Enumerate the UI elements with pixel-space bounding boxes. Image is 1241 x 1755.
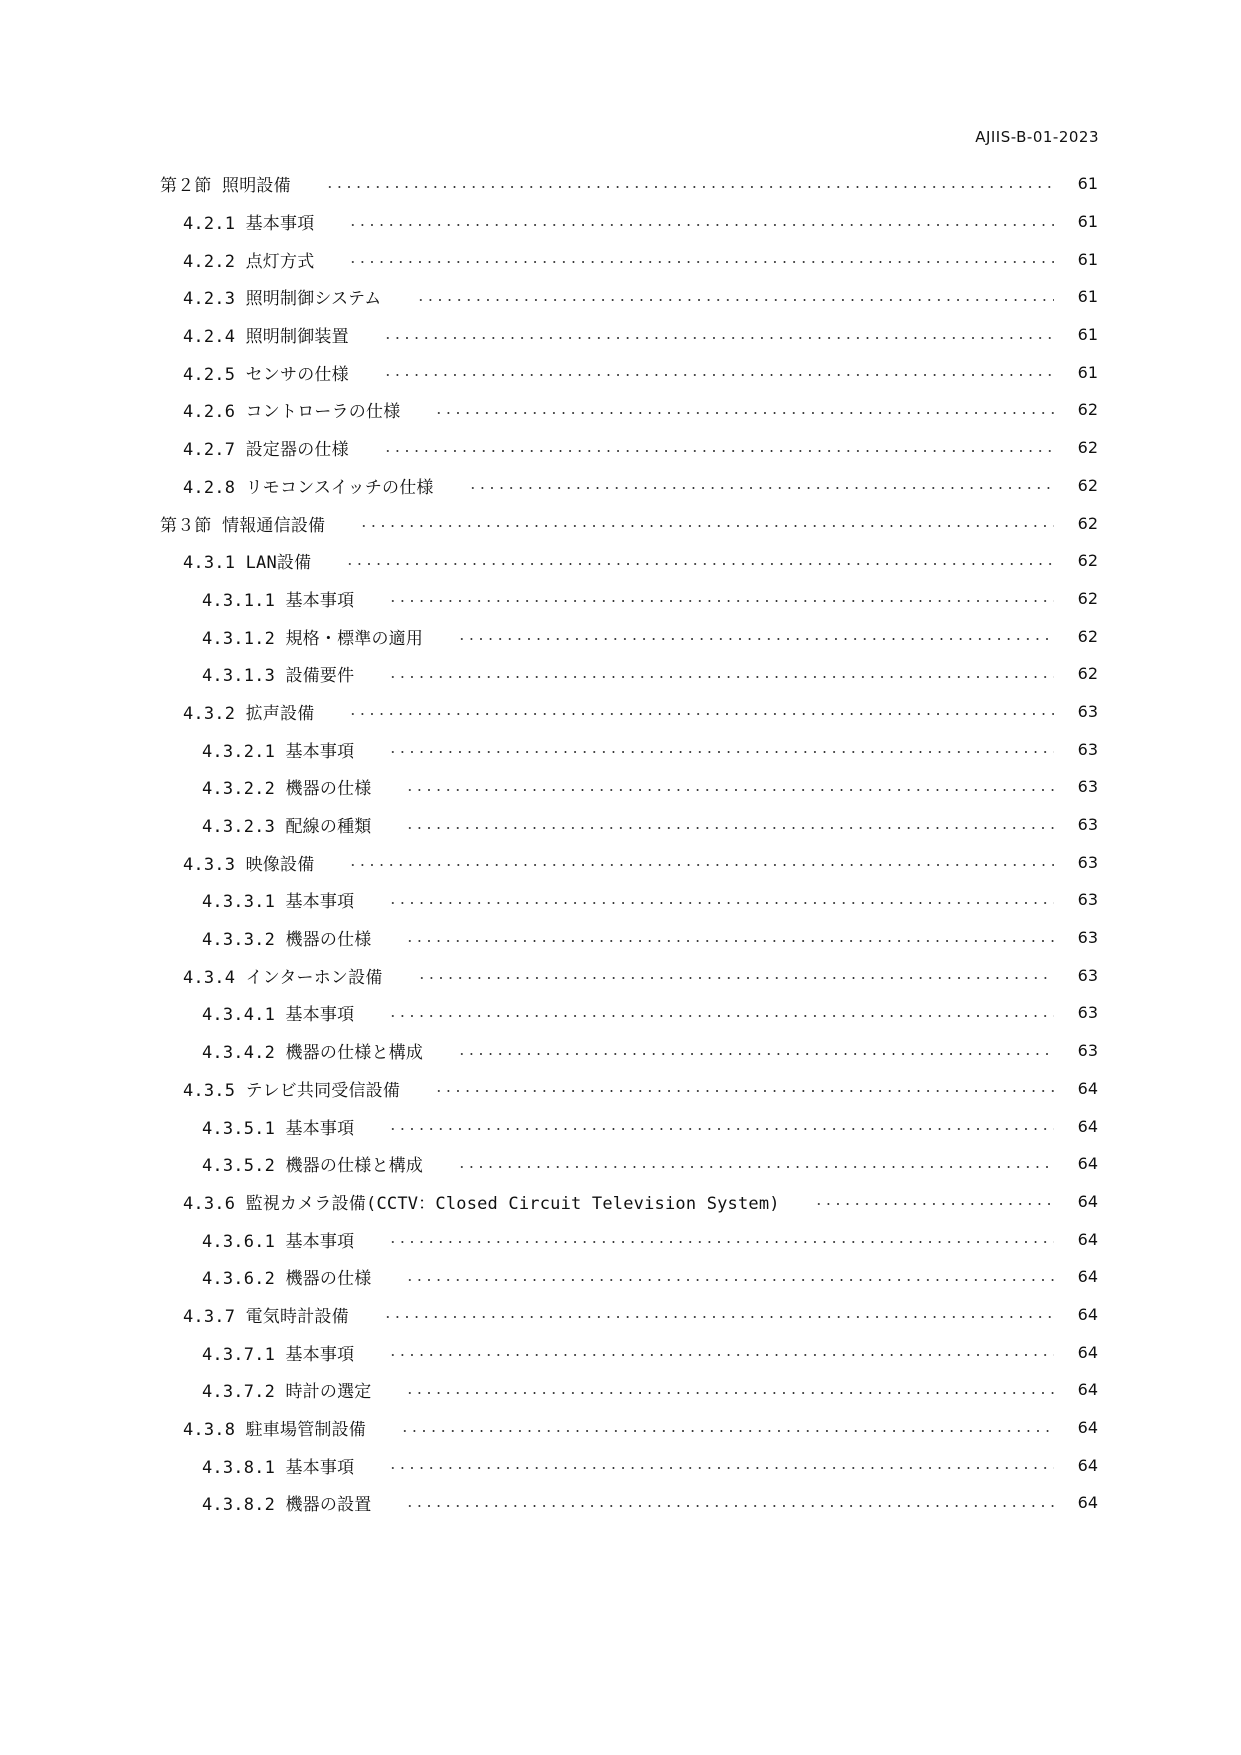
toc-entry-title: 4.3.7.2 時計の選定	[202, 1382, 372, 1403]
toc-entry-page-number: 64	[1077, 1078, 1098, 1098]
toc-entry-page-number: 63	[1077, 777, 1098, 797]
toc-dot-leader	[388, 1467, 1054, 1469]
toc-entry[interactable]	[160, 429, 1098, 467]
toc-dot-leader	[348, 864, 1054, 866]
toc-dot-leader	[388, 902, 1054, 904]
toc-entry-title: 4.3.6.2 機器の仕様	[202, 1269, 372, 1290]
toc-entry-page-number: 61	[1077, 362, 1098, 382]
table-of-contents	[160, 165, 1098, 1522]
toc-entry-page-number: 63	[1077, 965, 1098, 985]
toc-entry-page-number: 63	[1077, 928, 1098, 948]
toc-entry[interactable]	[160, 467, 1098, 505]
toc-dot-leader	[348, 261, 1054, 263]
toc-entry-title: 4.3.2.2 機器の仕様	[202, 779, 372, 800]
toc-dot-leader	[405, 789, 1054, 791]
toc-entry[interactable]	[160, 730, 1098, 768]
toc-entry-page-number: 62	[1077, 438, 1098, 458]
toc-dot-leader	[388, 1241, 1054, 1243]
toc-dot-leader	[359, 525, 1054, 527]
toc-entry-page-number: 62	[1077, 513, 1098, 533]
toc-entry-page-number: 62	[1077, 475, 1098, 495]
toc-entry[interactable]	[160, 1220, 1098, 1258]
toc-entry-title: 4.3.4.2 機器の仕様と構成	[202, 1043, 424, 1064]
toc-entry[interactable]	[160, 1296, 1098, 1334]
toc-entry[interactable]	[160, 919, 1098, 957]
toc-entry-page-number: 62	[1077, 626, 1098, 646]
toc-dot-leader	[457, 1166, 1054, 1168]
toc-entry-page-number: 61	[1077, 325, 1098, 345]
toc-entry-page-number: 63	[1077, 739, 1098, 759]
toc-dot-leader	[417, 977, 1054, 979]
toc-entry-page-number: 64	[1077, 1154, 1098, 1174]
toc-entry-title: 4.3.3.2 機器の仕様	[202, 930, 372, 951]
toc-entry-title: 4.3.1.3 設備要件	[202, 666, 355, 687]
toc-entry[interactable]	[160, 316, 1098, 354]
toc-entry-title: 4.3.8 駐車場管制設備	[183, 1420, 367, 1441]
toc-entry-page-number: 63	[1077, 701, 1098, 721]
toc-entry[interactable]	[160, 994, 1098, 1032]
toc-entry[interactable]	[160, 1484, 1098, 1522]
toc-dot-leader	[416, 299, 1054, 301]
toc-entry-title: 4.2.2 点灯方式	[183, 251, 315, 272]
toc-entry[interactable]	[160, 1145, 1098, 1183]
toc-entry-page-number: 62	[1077, 400, 1098, 420]
toc-entry[interactable]	[160, 881, 1098, 919]
toc-entry[interactable]	[160, 1333, 1098, 1371]
toc-entry-title: 4.2.6 コントローラの仕様	[183, 402, 401, 423]
toc-dot-leader	[388, 1128, 1054, 1130]
toc-entry-title: 4.2.4 照明制御装置	[183, 327, 349, 348]
document-id: AJIIS-B-01-2023	[975, 128, 1099, 146]
toc-entry-page-number: 61	[1077, 174, 1098, 194]
toc-dot-leader	[348, 224, 1054, 226]
toc-dot-leader	[383, 450, 1054, 452]
toc-entry[interactable]	[160, 1183, 1098, 1221]
toc-entry-title: 4.3.5 テレビ共同受信設備	[183, 1080, 401, 1101]
toc-entry[interactable]	[160, 1258, 1098, 1296]
toc-dot-leader	[468, 487, 1054, 489]
toc-entry[interactable]	[160, 504, 1098, 542]
toc-entry-title: 4.3.1.2 規格・標準の適用	[202, 628, 424, 649]
toc-entry[interactable]	[160, 353, 1098, 391]
toc-dot-leader	[405, 1392, 1054, 1394]
toc-entry-page-number: 61	[1077, 212, 1098, 232]
toc-dot-leader	[434, 1090, 1054, 1092]
toc-dot-leader	[388, 676, 1054, 678]
toc-entry-page-number: 62	[1077, 588, 1098, 608]
toc-entry-title: 4.2.5 センサの仕様	[183, 364, 349, 385]
toc-entry[interactable]	[160, 1070, 1098, 1108]
toc-entry-title: 第２節 照明設備	[160, 176, 291, 197]
toc-entry-page-number: 61	[1077, 287, 1098, 307]
toc-entry-page-number: 64	[1077, 1267, 1098, 1287]
toc-entry-page-number: 63	[1077, 815, 1098, 835]
toc-entry-page-number: 64	[1077, 1229, 1098, 1249]
toc-entry-page-number: 61	[1077, 249, 1098, 269]
toc-entry-title: 4.2.3 照明制御システム	[183, 289, 382, 310]
toc-dot-leader	[383, 1316, 1054, 1318]
toc-entry[interactable]	[160, 203, 1098, 241]
toc-entry-title: 4.3.8.2 機器の設置	[202, 1495, 372, 1516]
toc-dot-leader	[405, 827, 1054, 829]
toc-entry-page-number: 63	[1077, 852, 1098, 872]
toc-entry-title: 4.3.1.1 基本事項	[202, 590, 355, 611]
toc-entry[interactable]	[160, 617, 1098, 655]
toc-entry-title: 4.3.7 電気時計設備	[183, 1306, 349, 1327]
toc-entry-title: 4.3.4 インターホン設備	[183, 967, 383, 988]
toc-dot-leader	[400, 1430, 1054, 1432]
toc-dot-leader	[383, 374, 1054, 376]
toc-entry-title: 4.3.6 監視カメラ設備(CCTV：Closed Circuit Television System)	[183, 1193, 780, 1214]
toc-entry-title: 4.3.7.1 基本事項	[202, 1344, 355, 1365]
toc-entry-page-number: 62	[1077, 551, 1098, 571]
toc-dot-leader	[388, 1015, 1054, 1017]
toc-entry-page-number: 64	[1077, 1191, 1098, 1211]
toc-entry-title: 4.3.2 拡声設備	[183, 703, 315, 724]
toc-entry-title: 4.2.1 基本事項	[183, 214, 315, 235]
toc-entry[interactable]	[160, 1446, 1098, 1484]
toc-entry-page-number: 63	[1077, 1003, 1098, 1023]
toc-entry[interactable]	[160, 1409, 1098, 1447]
toc-entry-title: 4.3.8.1 基本事項	[202, 1457, 355, 1478]
toc-entry-page-number: 64	[1077, 1418, 1098, 1438]
toc-dot-leader	[405, 1279, 1054, 1281]
toc-entry[interactable]	[160, 1032, 1098, 1070]
toc-dot-leader	[325, 186, 1054, 188]
toc-entry-title: 4.3.5.1 基本事項	[202, 1118, 355, 1139]
toc-dot-leader	[434, 412, 1054, 414]
toc-entry[interactable]	[160, 391, 1098, 429]
toc-entry-title: 4.2.7 設定器の仕様	[183, 440, 349, 461]
toc-entry-page-number: 63	[1077, 890, 1098, 910]
toc-entry[interactable]	[160, 542, 1098, 580]
toc-entry[interactable]	[160, 655, 1098, 693]
toc-entry[interactable]	[160, 768, 1098, 806]
toc-entry[interactable]	[160, 278, 1098, 316]
toc-entry-page-number: 64	[1077, 1342, 1098, 1362]
toc-entry-title: 4.3.1 LAN設備	[183, 553, 312, 574]
toc-entry[interactable]	[160, 1107, 1098, 1145]
toc-entry[interactable]	[160, 956, 1098, 994]
toc-entry[interactable]	[160, 693, 1098, 731]
toc-entry-page-number: 63	[1077, 1041, 1098, 1061]
toc-entry[interactable]	[160, 580, 1098, 618]
toc-dot-leader	[388, 751, 1054, 753]
toc-entry-title: 4.3.5.2 機器の仕様と構成	[202, 1156, 424, 1177]
toc-entry-title: 4.3.3 映像設備	[183, 854, 315, 875]
toc-entry-title: 4.3.3.1 基本事項	[202, 892, 355, 913]
toc-entry-title: 4.3.6.1 基本事項	[202, 1231, 355, 1252]
toc-entry-title: 4.3.2.1 基本事項	[202, 741, 355, 762]
toc-dot-leader	[388, 1354, 1054, 1356]
toc-entry[interactable]	[160, 843, 1098, 881]
toc-entry-page-number: 64	[1077, 1493, 1098, 1513]
toc-entry-page-number: 64	[1077, 1380, 1098, 1400]
toc-entry-title: 4.3.2.3 配線の種類	[202, 817, 372, 838]
toc-dot-leader	[388, 600, 1054, 602]
toc-dot-leader	[348, 713, 1054, 715]
toc-dot-leader	[457, 1053, 1054, 1055]
toc-entry[interactable]	[160, 806, 1098, 844]
toc-dot-leader	[405, 1505, 1054, 1507]
toc-entry-page-number: 62	[1077, 664, 1098, 684]
toc-entry-title: 第３節 情報通信設備	[160, 515, 326, 536]
toc-dot-leader	[814, 1203, 1054, 1205]
toc-entry[interactable]	[160, 1371, 1098, 1409]
toc-dot-leader	[405, 940, 1054, 942]
toc-entry-title: 4.2.8 リモコンスイッチの仕様	[183, 477, 434, 498]
toc-dot-leader	[457, 638, 1054, 640]
toc-entry-page-number: 64	[1077, 1116, 1098, 1136]
toc-dot-leader	[383, 337, 1054, 339]
toc-entry-title: 4.3.4.1 基本事項	[202, 1005, 355, 1026]
toc-entry-page-number: 64	[1077, 1455, 1098, 1475]
toc-entry[interactable]	[160, 240, 1098, 278]
toc-dot-leader	[345, 563, 1054, 565]
toc-entry[interactable]	[160, 165, 1098, 203]
toc-entry-page-number: 64	[1077, 1304, 1098, 1324]
